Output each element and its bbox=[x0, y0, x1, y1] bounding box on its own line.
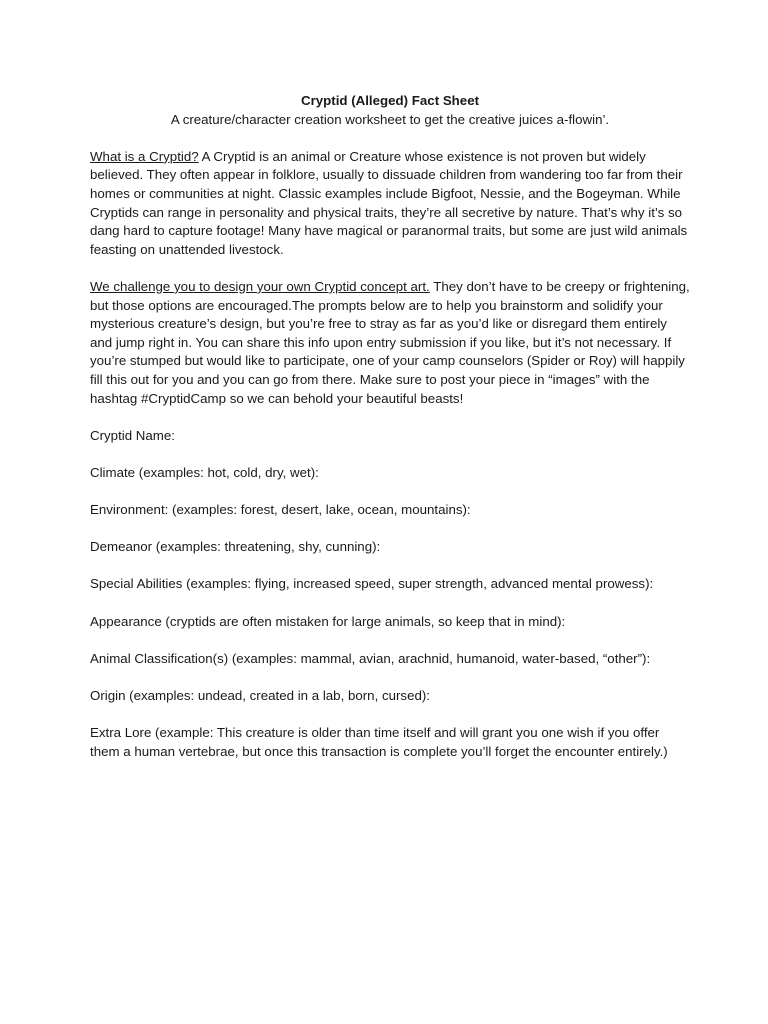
field-cryptid-name: Cryptid Name: bbox=[90, 427, 175, 443]
field-environment: Environment: (examples: forest, desert, lake, ocean, mountains): bbox=[90, 502, 471, 518]
page-title: Cryptid (Alleged) Fact Sheet bbox=[300, 93, 480, 108]
field-climate: Climate (examples: hot, cold, dry, wet): bbox=[90, 464, 319, 480]
field-special-abilities: Special Abilities (examples: flying, increased speed, super strength, advanced mental prowess): bbox=[90, 576, 654, 592]
intro-paragraph bbox=[90, 148, 690, 260]
field-origin: Origin (examples: undead, created in a lab, born, cursed): bbox=[90, 688, 430, 703]
intro-heading: What is a Cryptid? bbox=[90, 148, 199, 164]
challenge-paragraph bbox=[90, 278, 690, 408]
challenge-body: They don’t have to be creepy or frightening, but those options are encouraged.The prompts below are to help you brainstorm and solidify your mysterious creature’s design, but you’re free to stray as far as you’d like or disregard them entirely and jump right in. You can share this info upon entry submission if you like, but it’s not necessary. If you’re stumped but would like to participate, one of your camp counselors (Spider or Roy) will happily fill this out for you and you can go from there. Make sure to post your piece in “images” with the hashtag #CryptidCamp so we can behold your beautiful beasts! bbox=[90, 278, 690, 406]
field-appearance: Appearance (cryptids are often mistaken for large animals, so keep that in mind): bbox=[90, 613, 566, 629]
field-demeanor: Demeanor (examples: threatening, shy, cunning): bbox=[90, 539, 381, 555]
page-subtitle: A creature/character creation worksheet to get the creative juices a-flowin’. bbox=[170, 111, 610, 127]
worksheet-page bbox=[90, 92, 690, 761]
field-extra-lore: Extra Lore (example: This creature is older than time itself and will grant you one wish if you offer them a human vertebrae, but once this transaction is complete you’ll forget the encounter entirely.) bbox=[90, 725, 668, 759]
intro-body: A Cryptid is an animal or Creature whose existence is not proven but widely believed. They often appear in folklore, usually to dissuade children from wandering too far from their homes or communities at night. Classic examples include Bigfoot, Nessie, and the Bogeyman. While Cryptids can range in personality and physical traits, they’re all secretive by nature. That’s why it’s so dang hard to capture footage! Many have magical or paranormal traits, but some are just wild animals feasting on unattended livestock. bbox=[90, 148, 688, 257]
challenge-heading: We challenge you to design your own Cryptid concept art. bbox=[90, 278, 430, 294]
field-animal-classification: Animal Classification(s) (examples: mammal, avian, arachnid, humanoid, water-based, “other”): bbox=[90, 650, 651, 666]
